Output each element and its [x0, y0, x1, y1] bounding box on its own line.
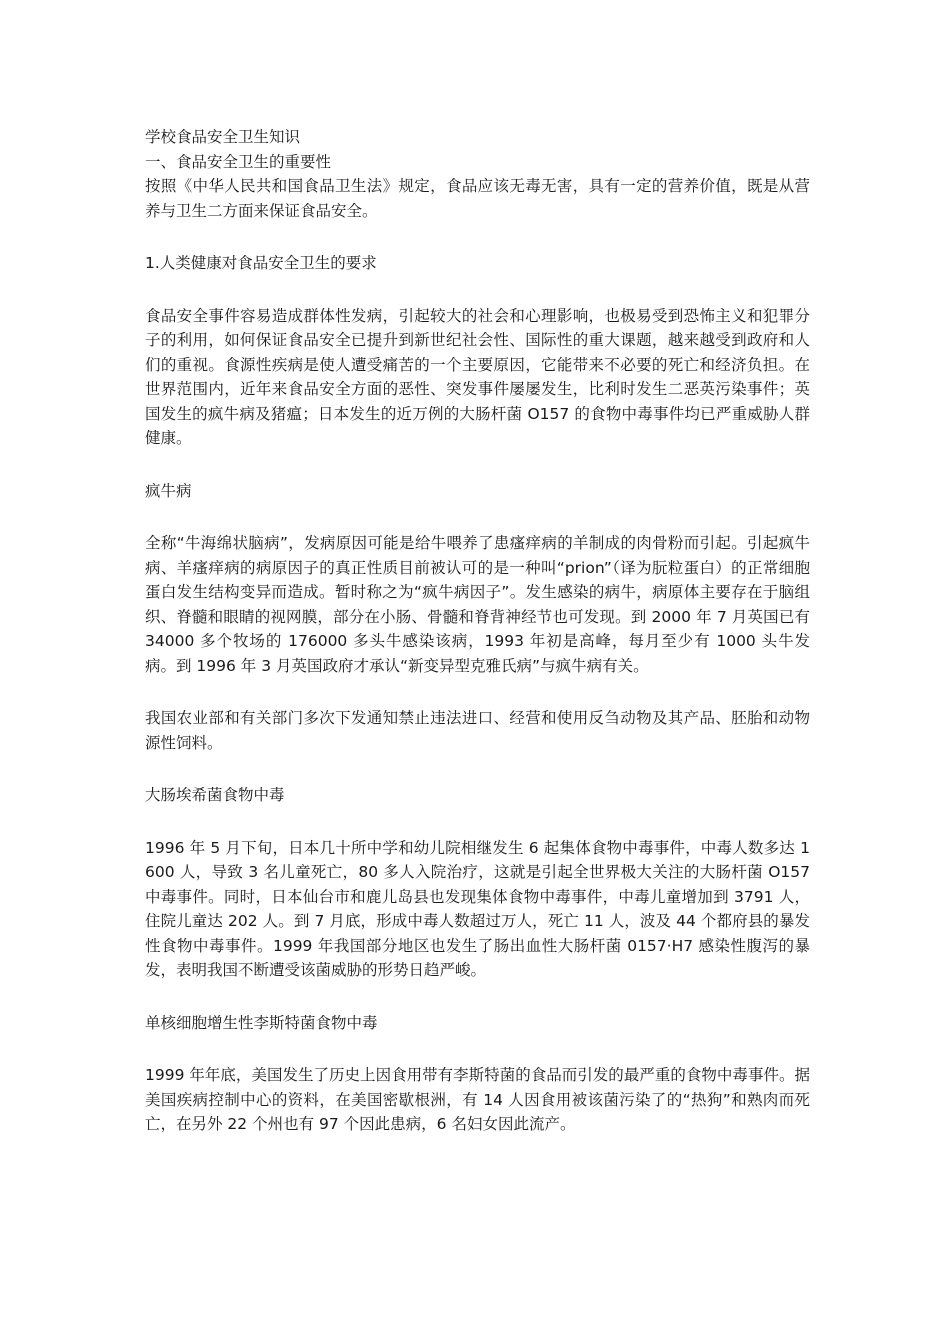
heading-human-health: 1.人类健康对食品安全卫生的要求 — [145, 254, 377, 272]
heading-listeria: 单核细胞增生性李斯特菌食物中毒 — [145, 1013, 378, 1032]
heading-mad-cow: 疯牛病 — [145, 481, 192, 500]
section-heading-importance: 一、食品安全卫生的重要性 — [145, 152, 332, 171]
document-body — [145, 125, 810, 1137]
paragraph-ecoli: 1996 年 5 月下旬，日本几十所中学和幼儿院相继发生 6 起集体食物中毒事件，中毒人数多达 1600 人，导致 3 名儿童死亡，80 多人入院治疗，这就是引起全世界极大关注的大肠杆菌 O157 中毒事件。同时，日本仙台市和鹿儿岛县也发现集体食物中毒事件，中毒儿童增加到 3791 人，住院儿童达 202 人。到 7 月底，形成中毒人数超过万人，死亡 11 人，波及 44 个都府县的暴发性食物中毒事件。1999 年我国部分地区也发生了肠出血性大肠杆菌 0157·H7 感染性腹泻的暴发，表明我国不断遭受该菌威胁的形势日趋严峻。 — [145, 838, 810, 979]
paragraph-mad-cow-regulation: 我国农业部和有关部门多次下发通知禁止违法进口、经营和使用反刍动物及其产品、胚胎和动物源性饲料。 — [145, 709, 810, 752]
intro-paragraph: 按照《中华人民共和国食品卫生法》规定，食品应该无毒无害，具有一定的营养价值，既是从营养与卫生二方面来保证食品安全。 — [145, 177, 810, 220]
paragraph-mad-cow-description: 全称“牛海绵状脑病”，发病原因可能是给牛喂养了患瘙痒病的羊制成的肉骨粉而引起。引起疯牛病、羊瘙痒病的病原因子的真正性质目前被认可的是一种叫“prion”（译为朊粒蛋白）的正常细胞蛋白发生结构变异而造成。暂时称之为“疯牛病因子”。发生感染的病牛，病原体主要存在于脑组织、脊髓和眼睛的视网膜，部分在小肠、骨髓和脊背神经节也可发现。到 2000 年 7 月英国已有 34000 多个牧场的 176000 多头牛感染该病，1993 年初是高峰，每月至少有 1000 头牛发病。到 1996 年 3 月英国政府才承认“新变异型克雅氏病”与疯牛病有关。 — [145, 534, 810, 675]
paragraph-food-safety-events: 食品安全事件容易造成群体性发病，引起较大的社会和心理影响，也极易受到恐怖主义和犯罪分子的利用，如何保证食品安全已提升到新世纪社会性、国际性的重大课题，越来越受到政府和人们的重视。食源性疾病是使人遭受痛苦的一个主要原因，它能带来不必要的死亡和经济负担。在世界范围内，近年来食品安全方面的恶性、突发事件屡屡发生，比利时发生二恶英污染事件；英国发生的疯牛病及猪瘟；日本发生的近万例的大肠杆菌 O157 的食物中毒事件均已严重威胁人群健康。 — [145, 306, 810, 447]
document-title: 学校食品安全卫生知识 — [145, 128, 301, 146]
paragraph-listeria: 1999 年年底，美国发生了历史上因食用带有李斯特菌的食品而引发的最严重的食物中毒事件。据美国疾病控制中心的资料，在美国密歇根洲，有 14 人因食用被该菌污染了的“热狗”和熟肉而死亡，在另外 22 个州也有 97 个因此患病，6 名妇女因此流产。 — [145, 1066, 810, 1133]
heading-ecoli: 大肠埃希菌食物中毒 — [145, 786, 285, 804]
